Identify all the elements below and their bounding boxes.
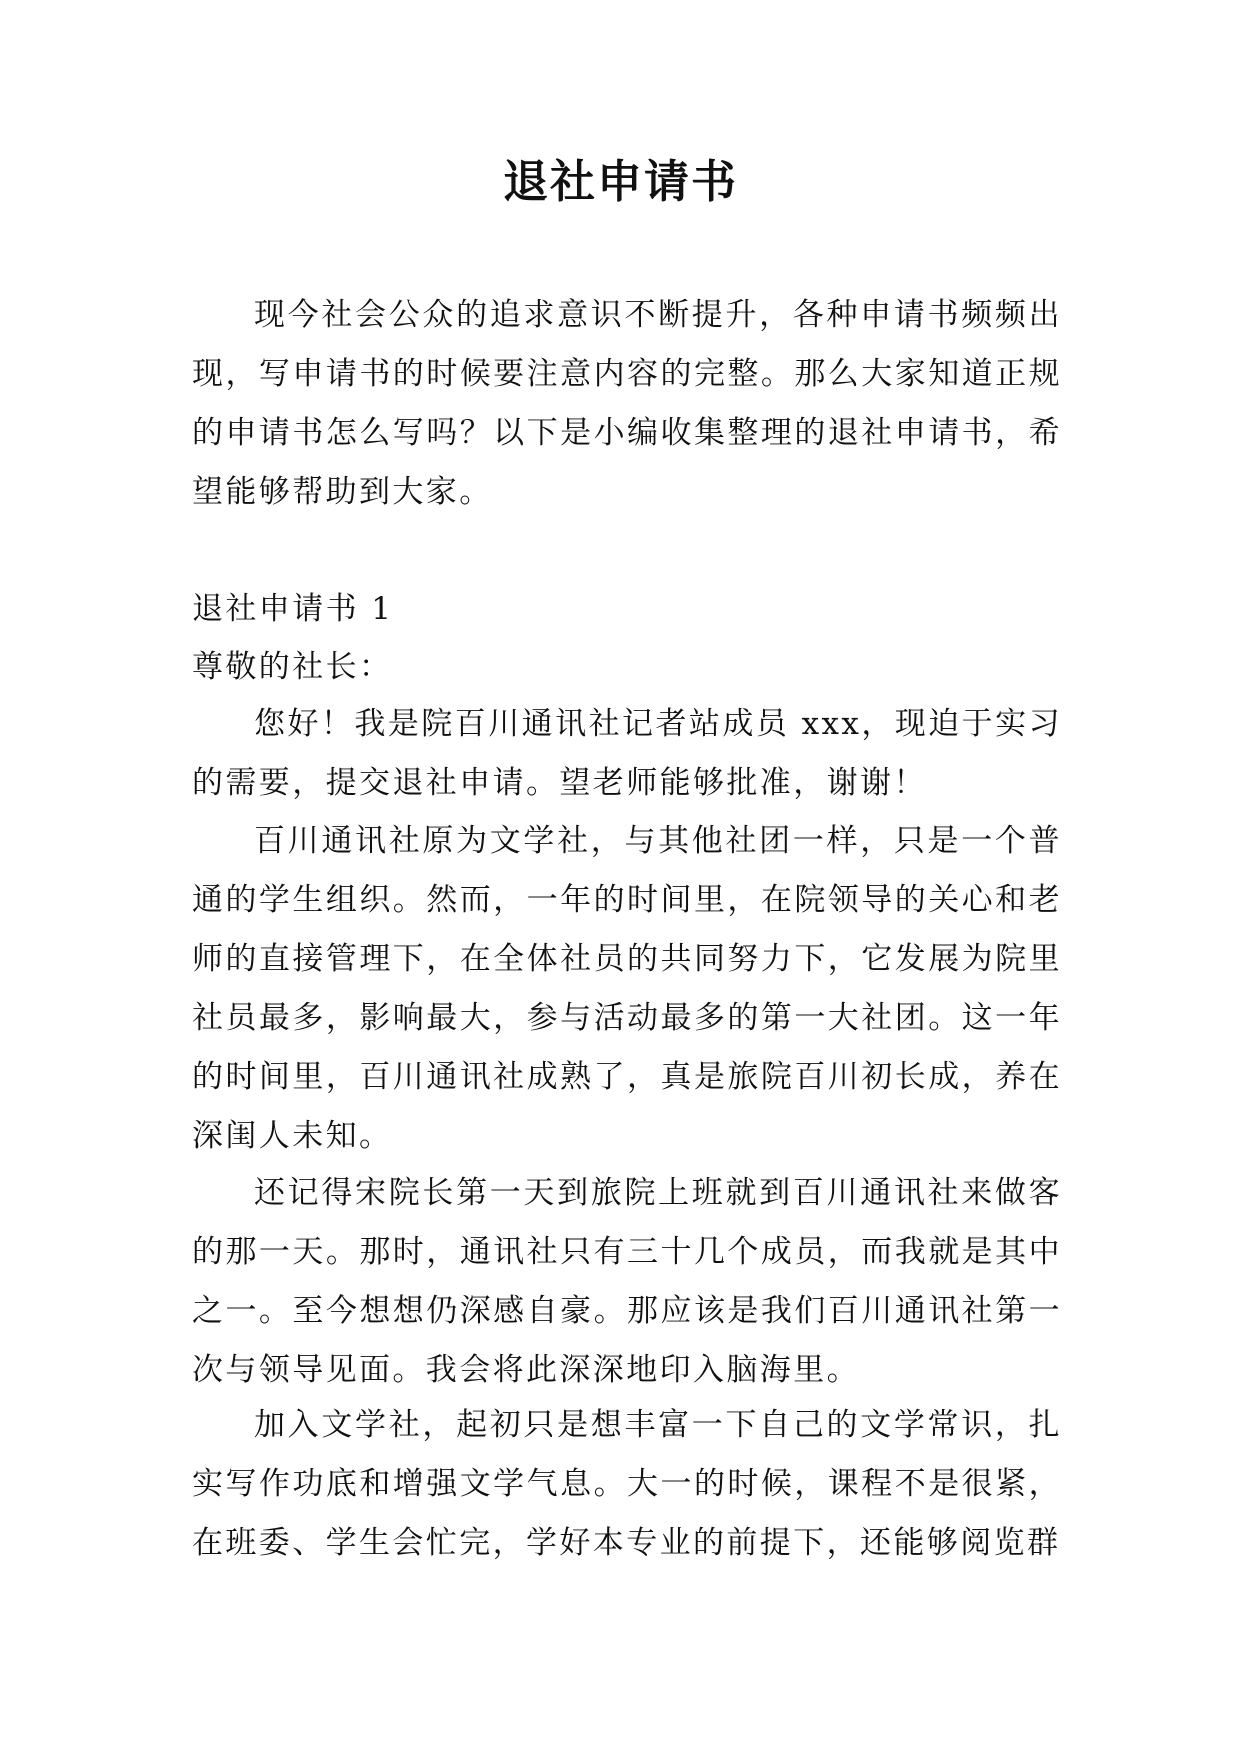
salutation: 尊敬的社长：	[192, 649, 393, 685]
document-title: 退社申请书	[502, 155, 738, 208]
body-paragraph: 还记得宋院长第一天到旅院上班就到百川通讯社来做客的那一天。那时，通讯社只有三十几个成员，而我就是其中之一。至今想想仍深感自豪。那应该是我们百川通讯社第一次与领导见面。我会将此深深地印入脑海里。	[192, 1175, 1062, 1388]
intro-paragraph: 现今社会公众的追求意识不断提升，各种申请书频频出现，写申请书的时候要注意内容的完整。那么大家知道正规的申请书怎么写吗？以下是小编收集整理的退社申请书，希望能够帮助到大家。	[192, 297, 1062, 510]
body-paragraph: 加入文学社，起初只是想丰富一下自己的文学常识，扎实写作功底和增强文学气息。大一的时候，课程不是很紧，在班委、学生会忙完，学好本专业的前提下，还能够阅览群	[192, 1407, 1062, 1561]
section-heading: 退社申请书 1	[192, 591, 394, 627]
body-paragraph: 您好！我是院百川通讯社记者站成员 xxx，现迫于实习的需要，提交退社申请。望老师能够批准，谢谢！	[192, 706, 1062, 801]
body-paragraph: 百川通讯社原为文学社，与其他社团一样，只是一个普通的学生组织。然而，一年的时间里，在院领导的关心和老师的直接管理下，在全体社员的共同努力下，它发展为院里社员最多，影响最大，参与活动最多的第一大社团。这一年的时间里，百川通讯社成熟了，真是旅院百川初长成，养在深闺人未知。	[192, 823, 1062, 1154]
